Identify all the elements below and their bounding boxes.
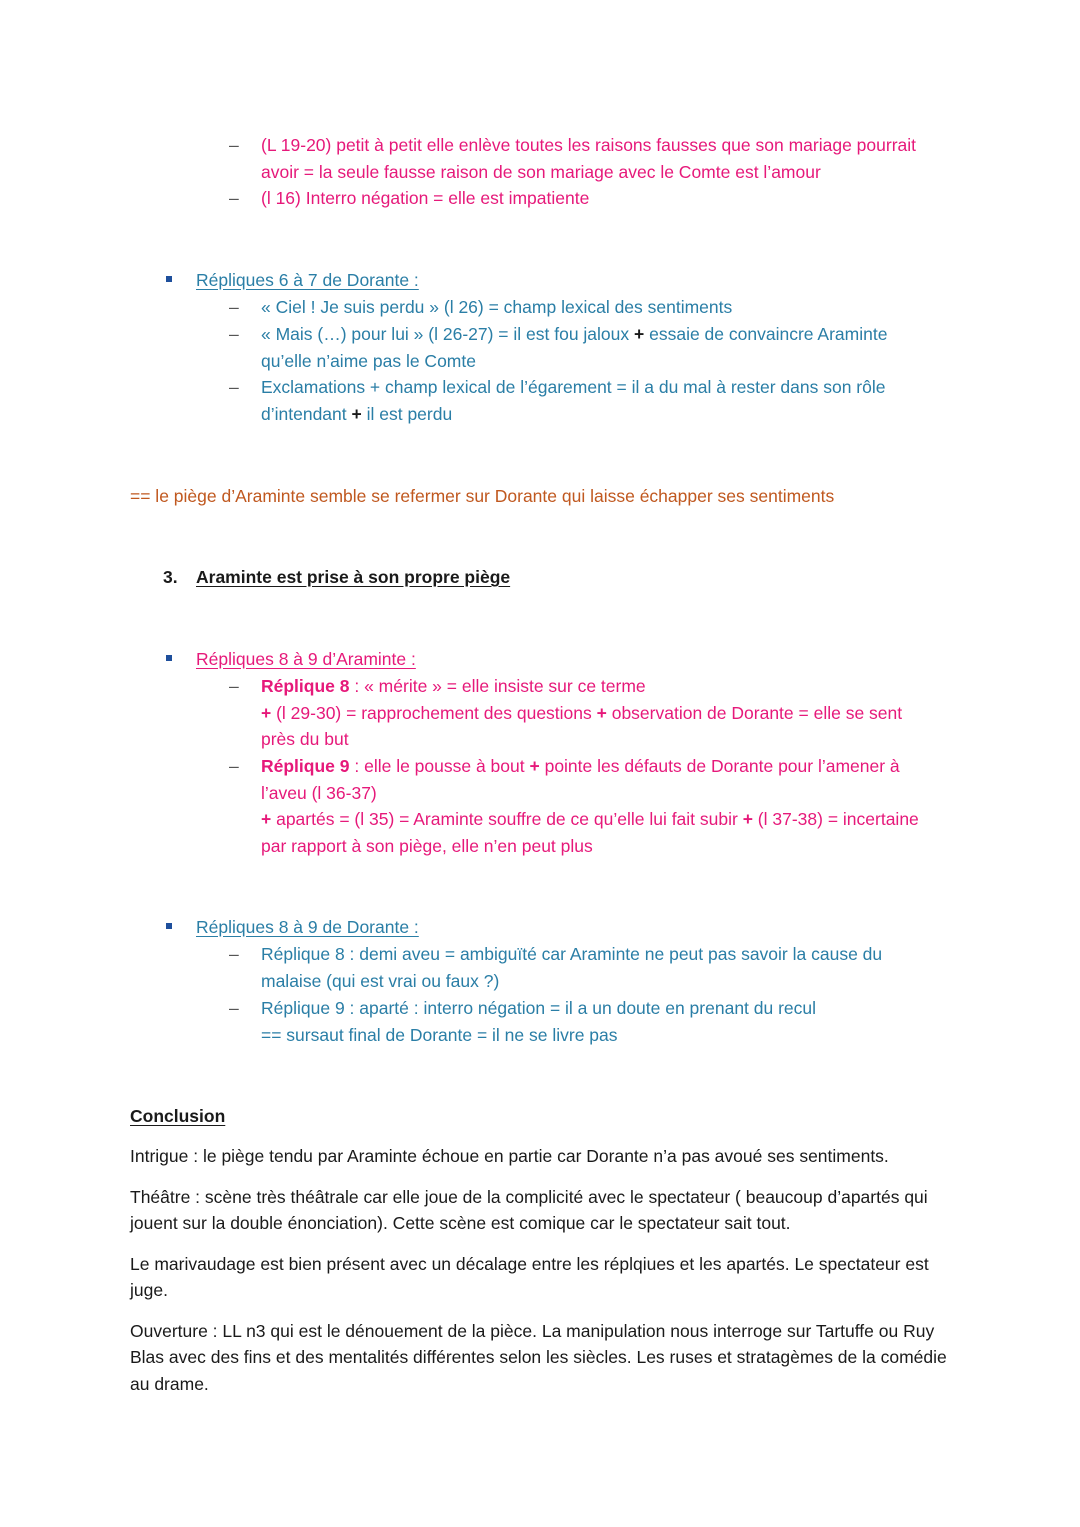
square-bullet-icon: [166, 923, 172, 929]
conclusion-paragraph: Le marivaudage est bien présent avec un décalage entre les réplqiues et les apartés. Le spectateur est juge.: [130, 1253, 929, 1300]
list-item-line: qu’elle n’aime pas le Comte: [261, 350, 476, 371]
list-item: [261, 132, 961, 185]
list-item: [261, 321, 961, 374]
conclusion-paragraph: Intrigue : le piège tendu par Araminte échoue en partie car Dorante n’a pas avoué ses sentiments.: [130, 1146, 889, 1166]
section-heading-dorante-6-7: Répliques 6 à 7 de Dorante :: [196, 270, 419, 290]
list-item-line: « Ciel ! Je suis perdu » (l 26) = champ lexical des sentiments: [261, 297, 733, 317]
list-item-line: il est perdu: [366, 403, 453, 424]
list-item: [261, 941, 961, 994]
plus-sign: +: [596, 702, 607, 723]
conclusion-body: [130, 1143, 950, 1397]
list-item-line: essaie de convaincre Araminte: [649, 324, 888, 344]
plus-sign: +: [742, 809, 753, 829]
list-item-line: : elle le pousse à bout: [349, 756, 530, 776]
list-item: [261, 294, 961, 321]
summary-line: == le piège d’Araminte semble se refermer sur Dorante qui laisse échapper ses sentiments: [130, 486, 835, 506]
list-item-line: avoir = la seule fausse raison de son mariage avec le Comte est l’amour: [261, 161, 821, 182]
list-item: [261, 995, 961, 1048]
plus-sign: +: [529, 756, 540, 776]
list-item-line: « Mais (…) pour lui » (l 26-27) = il est fou jaloux: [261, 324, 630, 344]
section-heading-dorante-8-9: Répliques 8 à 9 de Dorante :: [196, 917, 419, 937]
dash-marker: –: [229, 297, 239, 317]
list-item-line: (l 37-38) = incertaine: [752, 809, 919, 829]
dash-marker: –: [229, 998, 239, 1018]
replique-label: Réplique 9: [261, 756, 350, 776]
list-item-line: == sursaut final de Dorante = il ne se livre pas: [261, 1024, 618, 1045]
list-item: [261, 185, 961, 212]
list-item-line: apartés = (l 35) = Araminte souffre de ce qu’elle lui fait subir: [271, 809, 743, 829]
dash-marker: –: [229, 756, 239, 776]
conclusion-title: Conclusion: [130, 1106, 226, 1126]
list-item-line: près du but: [261, 729, 349, 749]
part-title: Araminte est prise à son propre piège: [196, 567, 511, 587]
list-item: [261, 673, 961, 753]
replique-label: Réplique 8: [261, 676, 350, 696]
list-item-line: Réplique 8 : demi aveu = ambiguïté car Araminte ne peut pas savoir la cause du: [261, 944, 883, 964]
list-item-line: par rapport à son piège, elle n’en peut plus: [261, 835, 593, 856]
list-item-line: : « mérite » = elle insiste sur ce terme: [349, 676, 646, 696]
plus-sign: +: [346, 403, 367, 424]
square-bullet-icon: [166, 276, 172, 282]
section-heading-araminte-8-9: Répliques 8 à 9 d’Araminte :: [196, 649, 416, 669]
part-number: 3.: [163, 567, 178, 587]
list-item-line: (l 16) Interro négation = elle est impatiente: [261, 188, 590, 208]
list-item: [261, 374, 961, 427]
dash-marker: –: [229, 188, 239, 208]
plus-sign: +: [629, 324, 650, 344]
list-item-line: pointe les défauts de Dorante pour l’amener à: [539, 756, 900, 776]
conclusion-paragraph: Théâtre : scène très théâtrale car elle joue de la complicité avec le spectateur ( beaucoup d’apartés qui jouent sur la double énonciation). Cette scène est comique car le spectateur sait tout.: [130, 1186, 928, 1233]
dash-marker: –: [229, 324, 239, 344]
list-item-line: observation de Dorante = elle se sent: [606, 702, 903, 723]
dash-marker: –: [229, 944, 239, 964]
plus-sign: +: [261, 702, 272, 723]
dash-marker: –: [229, 135, 239, 155]
list-item: [261, 753, 981, 859]
conclusion-paragraph: Ouverture : LL n3 qui est le dénouement de la pièce. La manipulation nous interroge sur Tartuffe ou Ruy Blas avec des fins et des mentalités différentes selon les siècles. Les ruses et stratagèmes de la comédie au drame.: [130, 1320, 947, 1394]
dash-marker: –: [229, 377, 239, 397]
list-item-line: malaise (qui est vrai ou faux ?): [261, 970, 500, 991]
list-item-line: Réplique 9 : aparté : interro négation = il a un doute en prenant du recul: [261, 998, 817, 1018]
list-item-line: Exclamations + champ lexical de l’égarement = il a du mal à rester dans son rôle: [261, 377, 886, 397]
list-item-line: (l 29-30) = rapprochement des questions: [271, 702, 597, 723]
dash-marker: –: [229, 676, 239, 696]
square-bullet-icon: [166, 655, 172, 661]
list-item-line: (L 19-20) petit à petit elle enlève toutes les raisons fausses que son mariage pourrait: [261, 135, 917, 155]
list-item-line: l’aveu (l 36-37): [261, 782, 377, 803]
list-item-line: d’intendant: [261, 403, 347, 424]
plus-sign: +: [261, 809, 272, 829]
